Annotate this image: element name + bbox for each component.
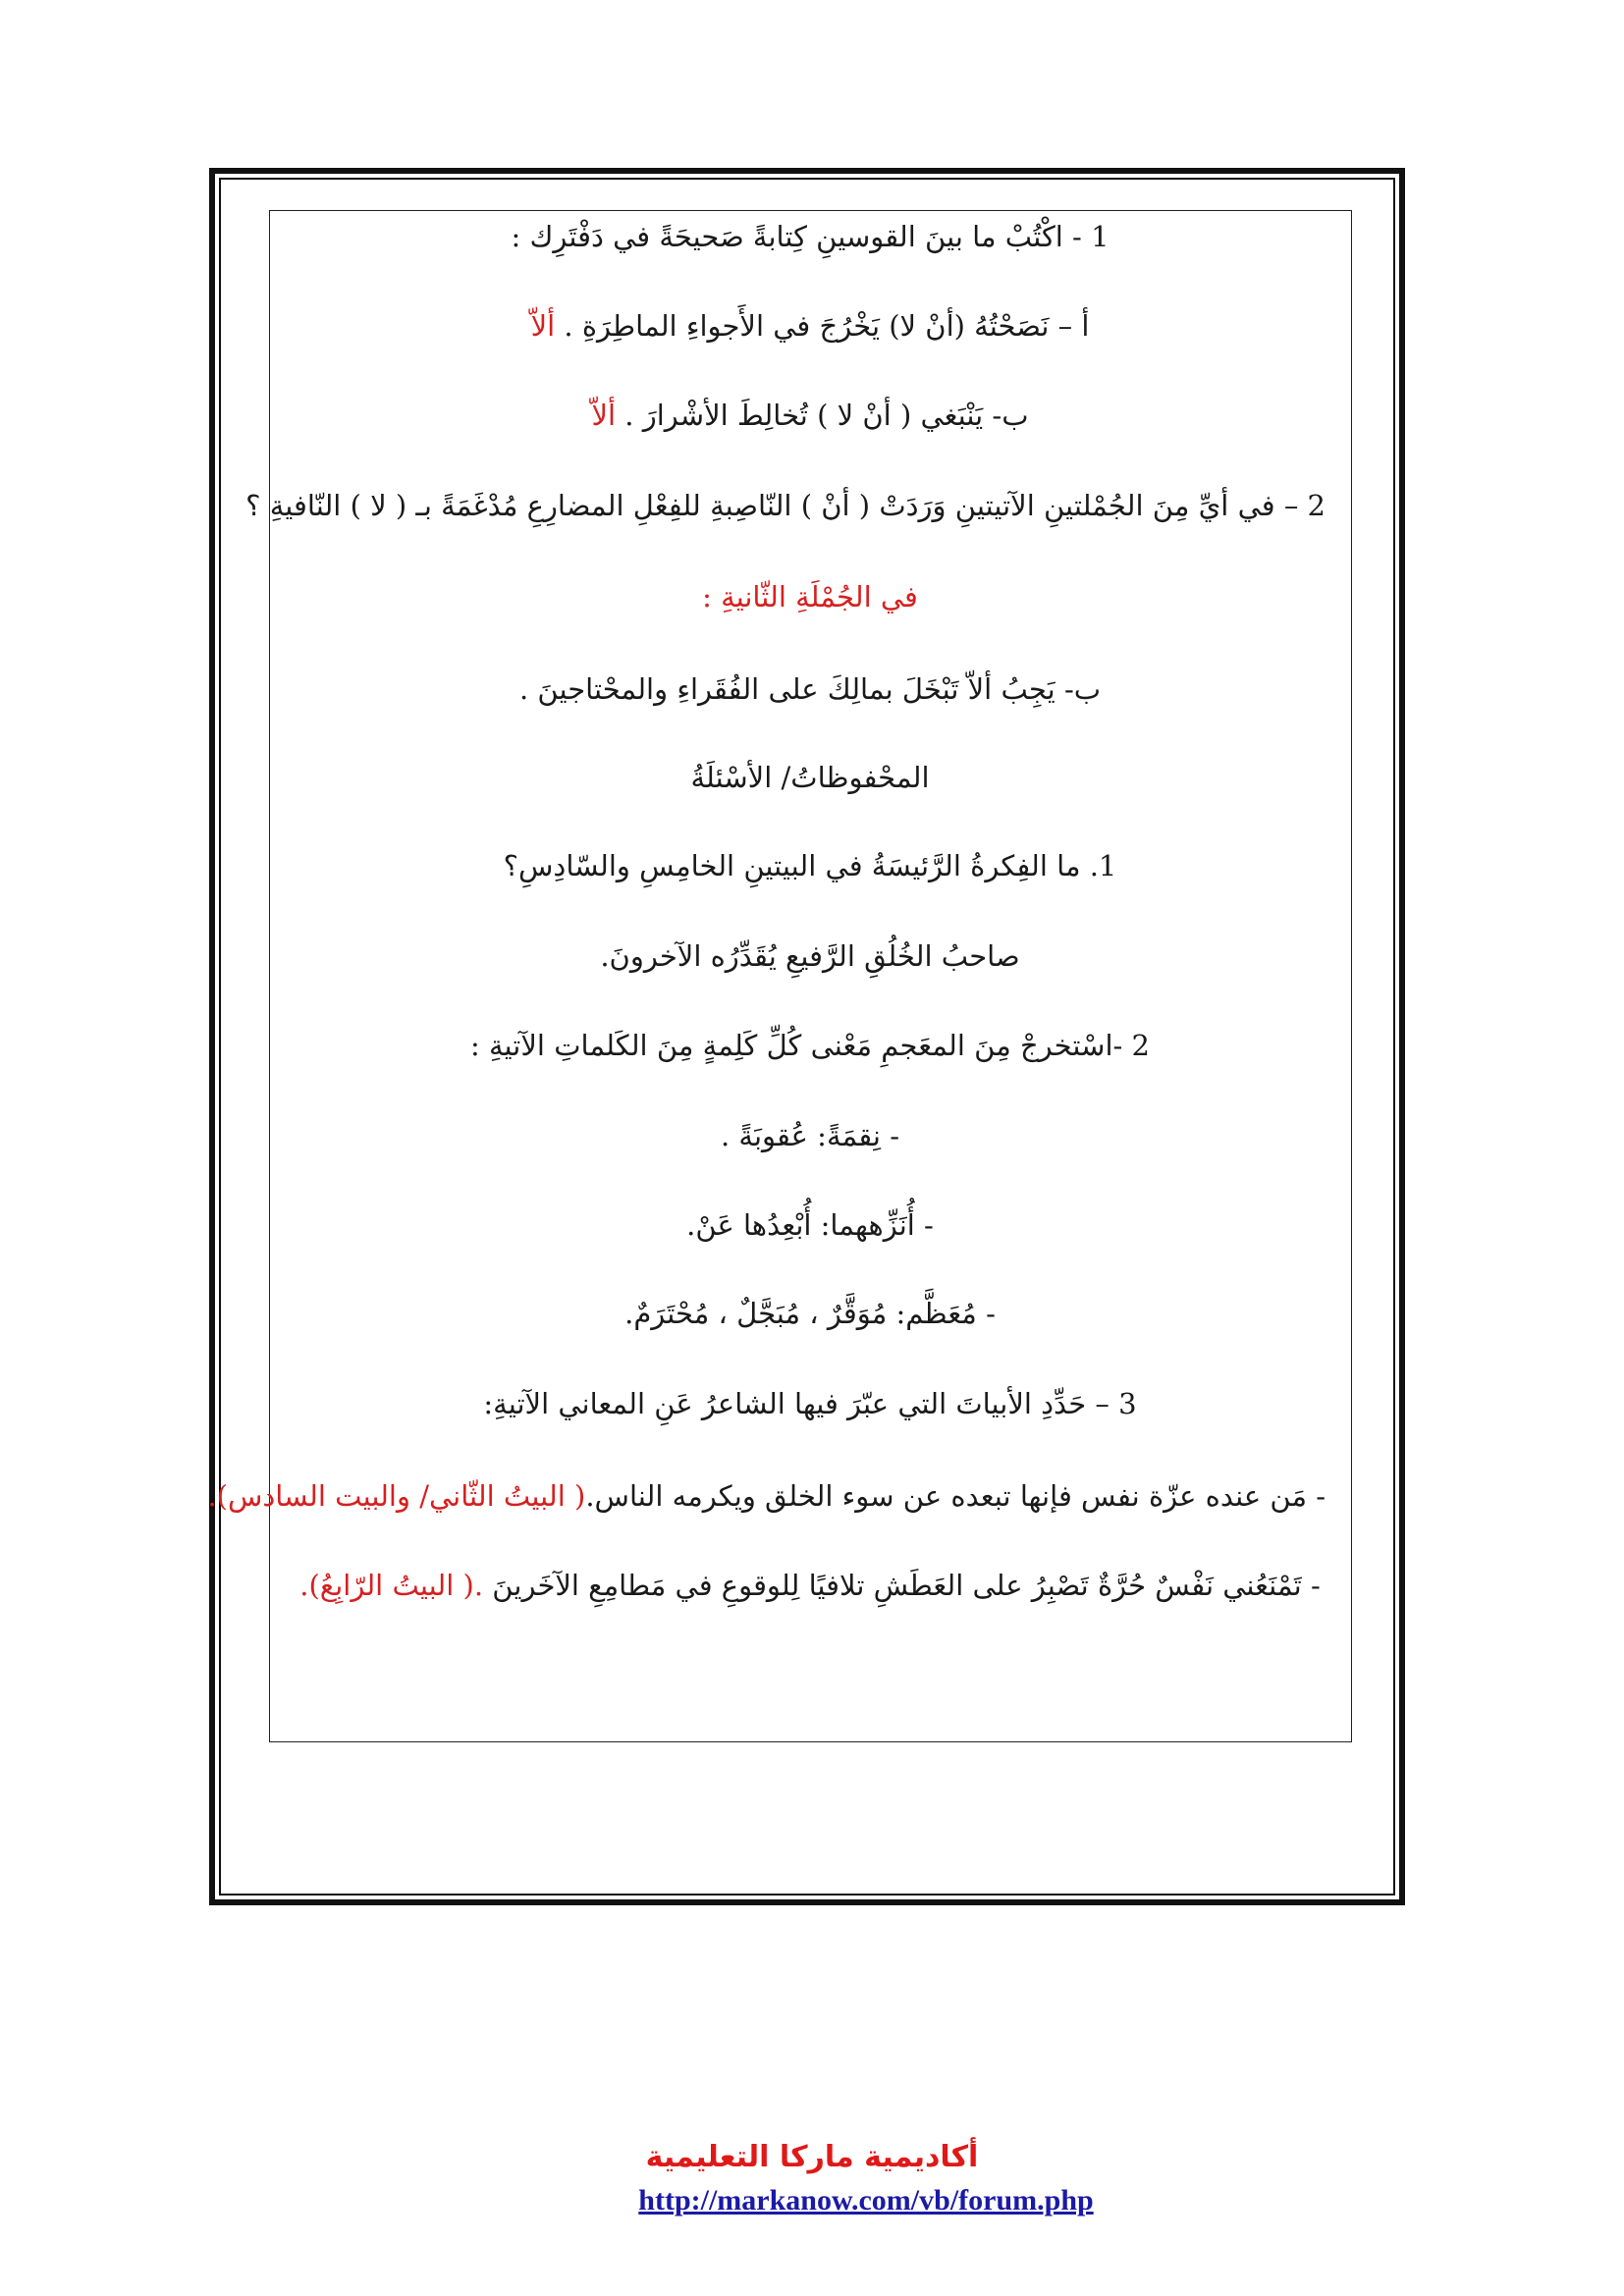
footer-link[interactable]	[0, 2184, 1624, 2217]
question-1-title: 1 - اكْتُبْ ما بينَ القوسينِ كِتابةً صَحيحَةً في دَفْتَرِك :	[511, 220, 1110, 253]
item-text: أ – نَصَحْتُهُ (أنْ لا) يَخْرُجَ في الأَجواءِ الماطِرَةِ .	[555, 309, 1090, 343]
item-text: - تَمْنَعُني نَفْسٌ حُرَّةٌ تَصْبِرُ على العَطَشِ تلافيًا لِلوقوعِ في مَطامِعِ الآخَرينَ	[483, 1569, 1321, 1602]
section-question-3-title: 3 – حَدِّدِ الأبياتَ التي عبّرَ فيها الشاعرُ عَنِ المعاني الآتيةِ:	[483, 1387, 1137, 1420]
section-question-3-item-2	[295, 1566, 1326, 1605]
question-1-item-b	[295, 396, 1326, 435]
section-question-2-title: 2 -اسْتخرجْ مِنَ المعَجمِ مَعْنى كُلِّ كَلِمةٍ مِنَ الكَلماتِ الآتيةِ :	[470, 1029, 1150, 1062]
answer-text: ( البيتُ الثّاني/ والبيت السادس).	[207, 1479, 586, 1513]
item-text: - مَن عنده عزّة نفس فإنها تبعده عن سوء الخلق ويكرمه الناس.	[585, 1479, 1326, 1513]
answer-text: .( البيتُ الرّابِعُ).	[299, 1569, 484, 1602]
question-2-answer: في الجُمْلَةِ الثّانيةِ :	[702, 580, 918, 614]
section-question-2-item-3: - مُعَظَّم: مُوَقَّرٌ ، مُبَجَّلٌ ، مُحْتَرَمٌ.	[624, 1297, 996, 1330]
answer-text: ألاّ	[591, 399, 617, 432]
footer-title: أكاديمية ماركا التعليمية	[645, 2140, 979, 2174]
section-question-1-title: 1. ما الفِكرةُ الرَّئيسَةُ في البيتينِ الخامِسِ والسّادِسِ؟	[503, 849, 1117, 882]
section-question-3-item-1	[207, 1476, 1326, 1516]
footer-link-text[interactable]: http://markanow.com/vb/forum.php	[638, 2184, 1094, 2216]
question-2-item-b: ب- يَجِبُ ألاّ تَبْخَلَ بمالِكَ على الفُقَراءِ والمحْتاجينَ .	[518, 672, 1102, 706]
question-1-item-a	[295, 306, 1326, 346]
section-question-2-item-2: - أُنَزِّههما: أُبْعِدُها عَنْ.	[686, 1208, 934, 1242]
section-question-2-item-1: - نِقمَةً: عُقوبَةً .	[720, 1119, 900, 1152]
section-question-1-answer: صاحبُ الخُلُقِ الرَّفيعِ يُقَدِّرُه الآخرونَ.	[600, 939, 1020, 973]
answer-text: ألاّ	[530, 309, 556, 343]
section-heading: المحْفوظاتُ/ الأسْئلَةُ	[690, 761, 930, 794]
question-2-title: 2 – في أيِّ مِنَ الجُمْلتينِ الآتيتينِ وَرَدَتْ ( أنْ ) النّاصِبةِ للفِعْلِ المضارِعِ مُدْغَمَةً بـ ( لا ) النّافيةِ ؟	[245, 489, 1326, 522]
item-text: ب- يَنْبَغي ( أنْ لا ) تُخالِطَ الأشْرارَ .	[616, 399, 1029, 432]
